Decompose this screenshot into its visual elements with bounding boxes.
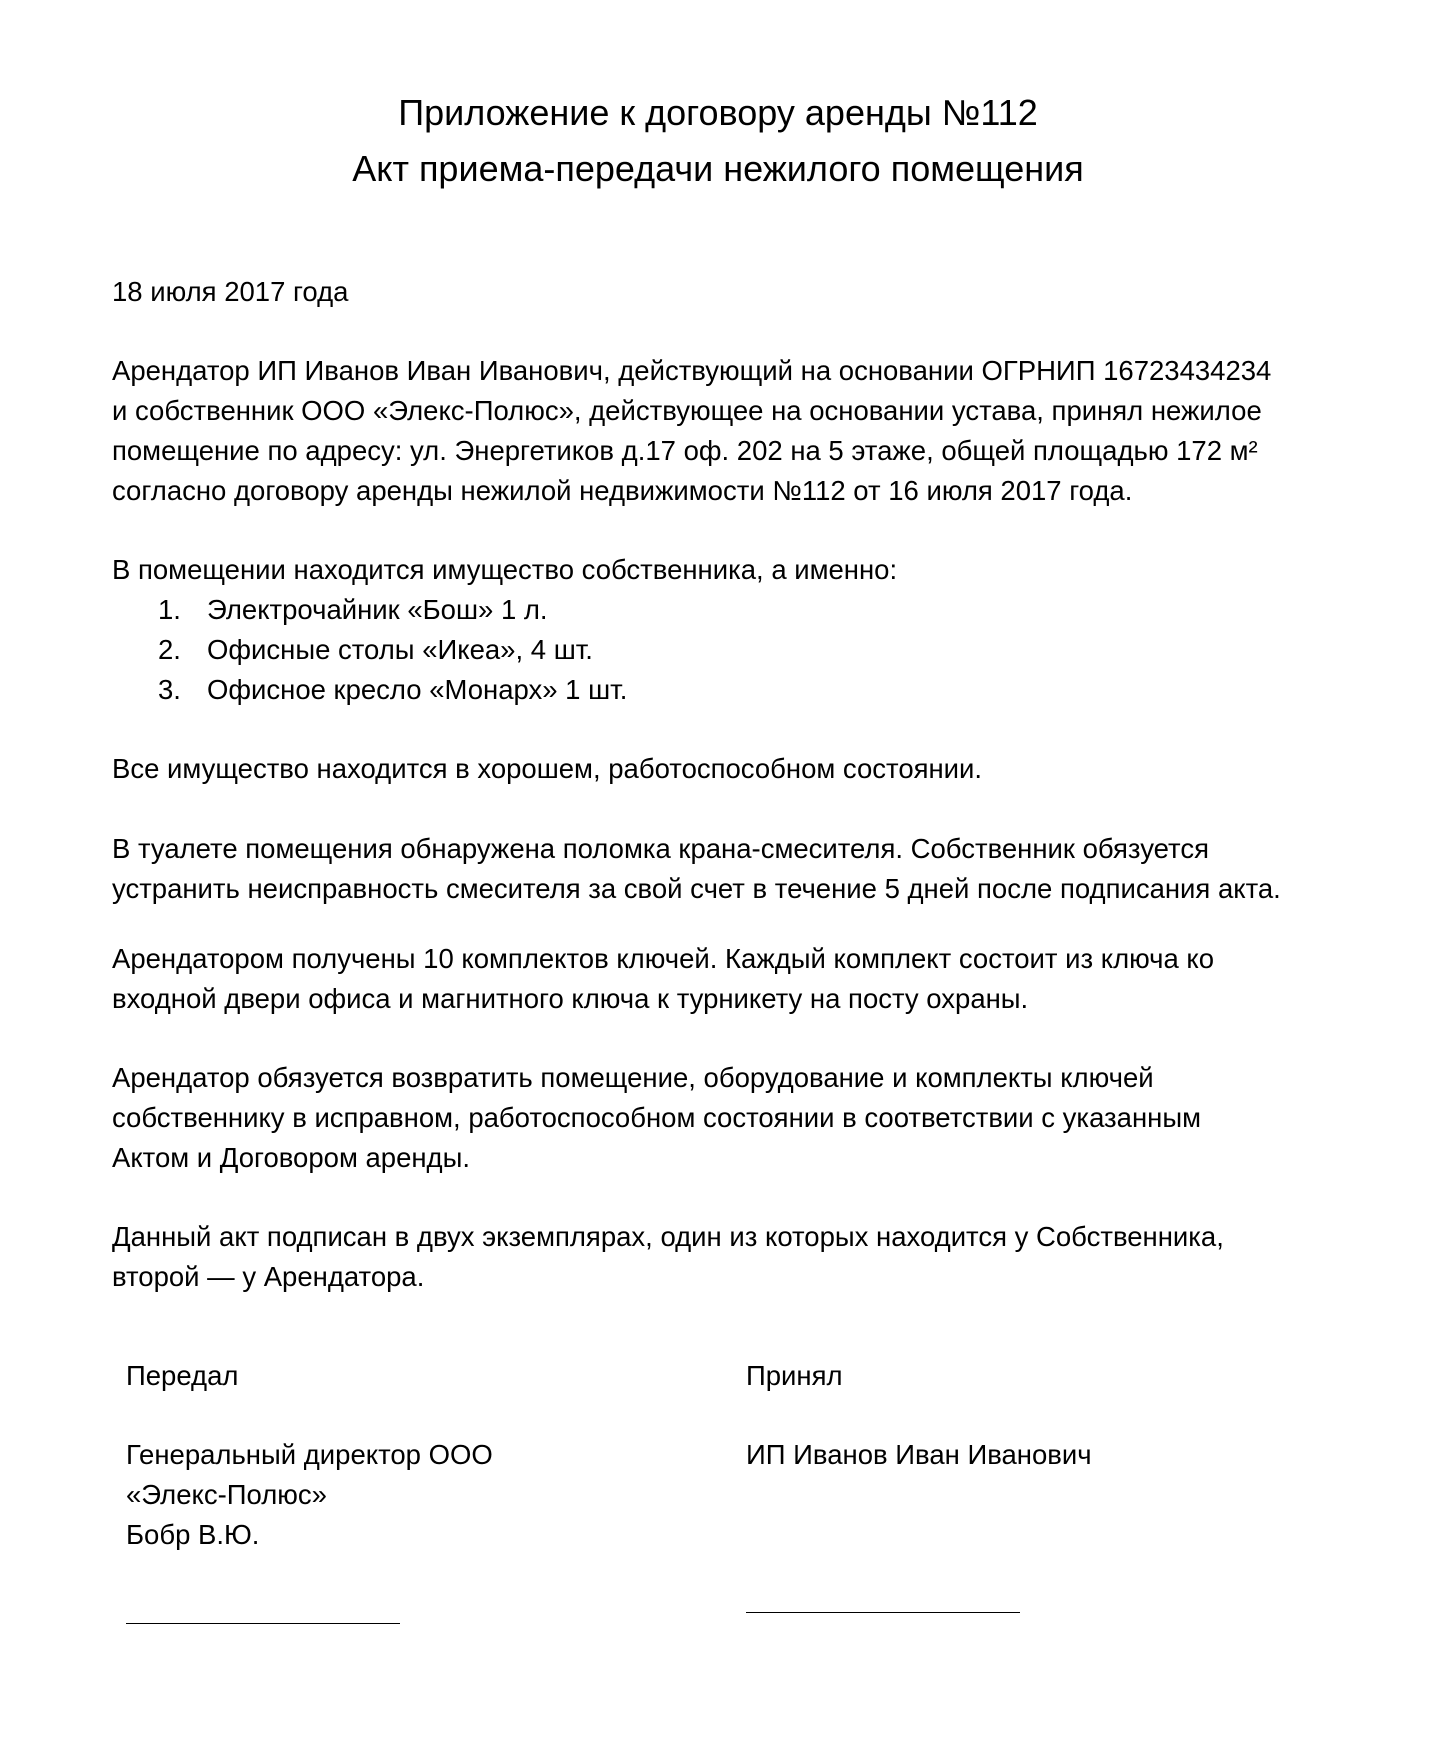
left-signature-underline	[126, 1623, 400, 1624]
intro-line-2: и собственник ООО «Элекс-Полюс», действующее на основании устава, принял нежилое	[112, 395, 1262, 426]
defect-line-1: В туалете помещения обнаружена поломка крана-смесителя. Собственник обязуется	[112, 833, 1209, 864]
copies-line-2: второй — у Арендатора.	[112, 1261, 425, 1292]
intro-line-3: помещение по адресу: ул. Энергетиков д.17 оф. 202 на 5 этаже, общей площадью 172 м²	[112, 435, 1258, 466]
keys-line-2: входной двери офиса и магнитного ключа к турникету на посту охраны.	[112, 983, 1029, 1014]
defect-line-2: устранить неисправность смесителя за свой счет в течение 5 дней после подписания акта.	[112, 873, 1281, 904]
left-signature-label: Передал	[126, 1360, 239, 1391]
intro-line-4: согласно договору аренды нежилой недвижимости №112 от 16 июля 2017 года.	[112, 475, 1133, 506]
property-item-number: 1.	[158, 594, 181, 625]
return-line-3: Актом и Договором аренды.	[112, 1142, 471, 1173]
right-signature-label: Принял	[746, 1360, 843, 1391]
left-signature-line-2: «Элекс-Полюс»	[126, 1479, 327, 1510]
doc-title-line2: Акт приема-передачи нежилого помещения	[352, 148, 1084, 189]
doc-title-line1: Приложение к договору аренды №112	[398, 92, 1038, 133]
right-signature-underline	[746, 1612, 1020, 1613]
right-signature-line-1: ИП Иванов Иван Иванович	[746, 1439, 1092, 1470]
return-line-2: собственнику в исправном, работоспособном состоянии в соответствии с указанным	[112, 1102, 1202, 1133]
return-line-1: Арендатор обязуется возвратить помещение, оборудование и комплекты ключей	[112, 1062, 1154, 1093]
keys-line-1: Арендатором получены 10 комплектов ключей. Каждый комплект состоит из ключа ко	[112, 943, 1215, 974]
property-heading: В помещении находится имущество собственника, а именно:	[112, 554, 898, 585]
property-item-text: Офисные столы «Икеа», 4 шт.	[207, 634, 593, 665]
property-item-text: Офисное кресло «Монарх» 1 шт.	[207, 674, 628, 705]
property-item-text: Электрочайник «Бош» 1 л.	[207, 594, 548, 625]
copies-line-1: Данный акт подписан в двух экземплярах, один из которых находится у Собственника,	[112, 1221, 1224, 1252]
left-signature-line-3: Бобр В.Ю.	[126, 1519, 260, 1550]
doc-date: 18 июля 2017 года	[112, 276, 349, 307]
left-signature-line-1: Генеральный директор ООО	[126, 1439, 493, 1470]
property-item-number: 3.	[158, 674, 181, 705]
condition-text: Все имущество находится в хорошем, работоспособном состоянии.	[112, 753, 983, 784]
property-item-number: 2.	[158, 634, 181, 665]
intro-line-1: Арендатор ИП Иванов Иван Иванович, действующий на основании ОГРНИП 16723434234	[112, 355, 1272, 386]
